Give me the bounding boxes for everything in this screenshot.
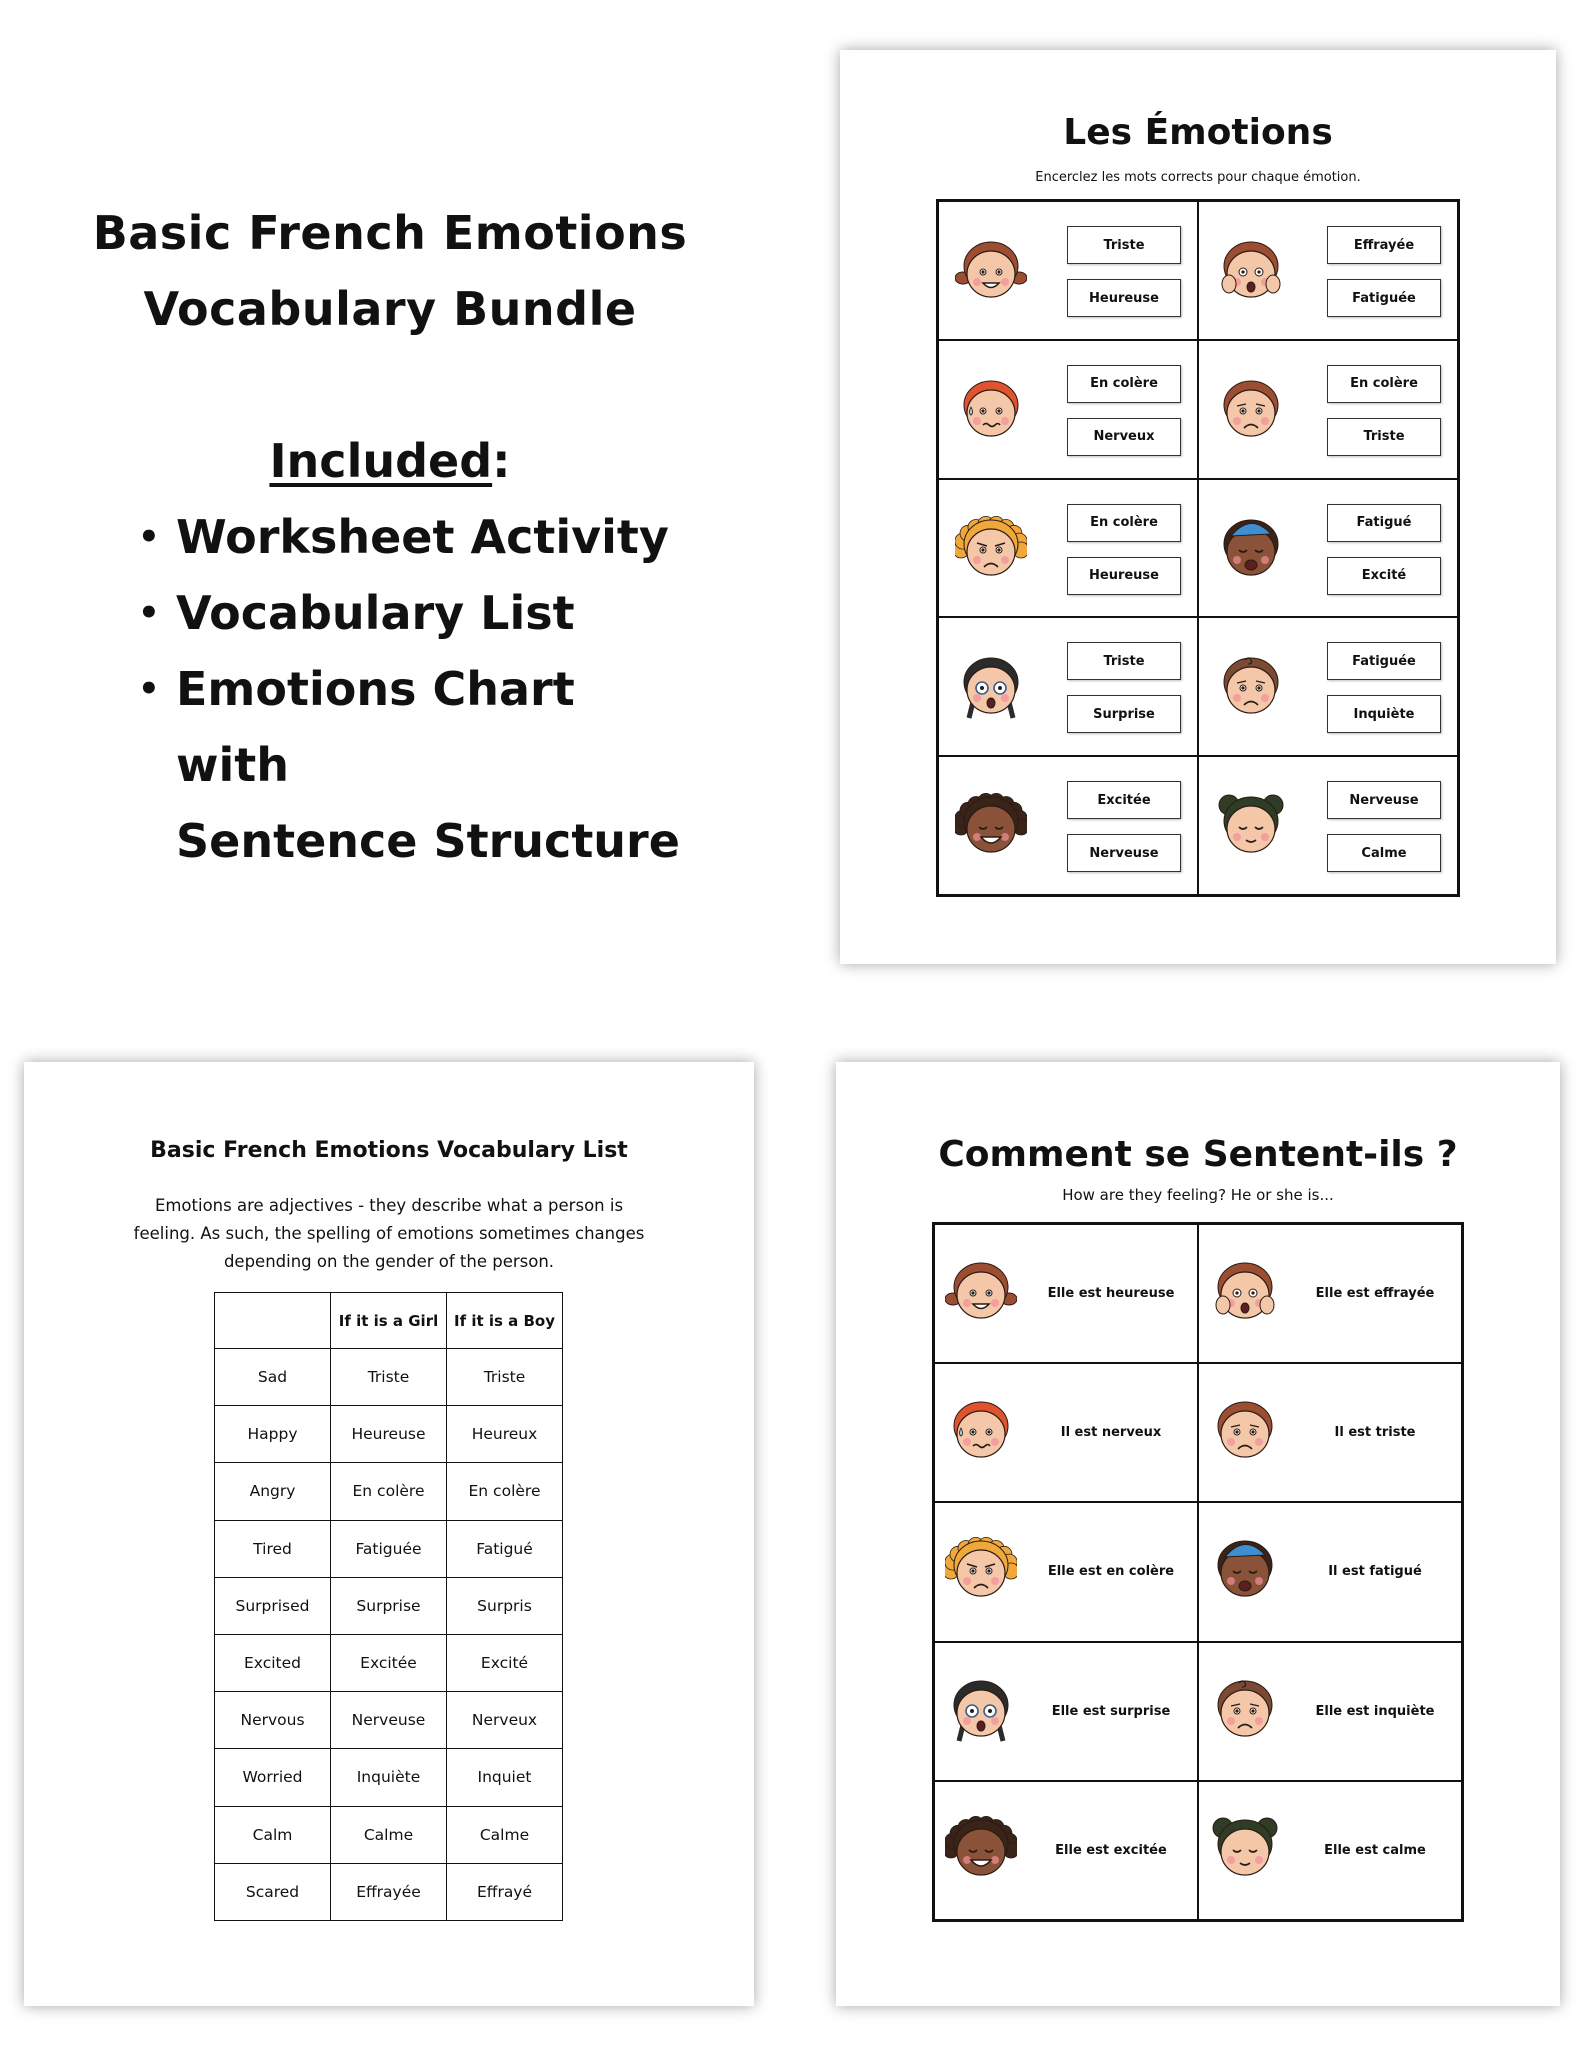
girl-form-cell: Inquiète	[331, 1749, 447, 1806]
english-cell: Nervous	[215, 1692, 331, 1749]
worksheet-cell	[1198, 201, 1458, 340]
excited-girl-face-icon	[945, 1812, 1017, 1884]
worried-girl-face-icon	[1209, 1673, 1281, 1745]
excited-girl-face-icon	[955, 789, 1027, 861]
sentence-text: Elle est surprise	[1051, 1703, 1171, 1719]
table-row	[215, 1520, 563, 1577]
included-item: • Emotions Chart with	[138, 651, 700, 803]
worksheet-cell	[938, 201, 1198, 340]
sentence-text: Elle est excitée	[1055, 1842, 1167, 1858]
sentence-grid	[932, 1222, 1464, 1922]
english-cell: Sad	[215, 1349, 331, 1406]
angry-girl-face-icon	[945, 1533, 1017, 1605]
sentence-cell	[1198, 1224, 1462, 1363]
sentence-text: Elle est calme	[1324, 1842, 1426, 1858]
sentence-cell	[1198, 1502, 1462, 1641]
sentence-cell	[934, 1642, 1198, 1781]
vocabulary-description: Emotions are adjectives - they describe what a person is feeling. As such, the spelling of emotions sometimes changes depending on the gender of the person.	[133, 1196, 645, 1271]
boy-form-cell: Fatigué	[447, 1520, 563, 1577]
chart-subtitle: How are they feeling? He or she is...	[1062, 1186, 1334, 1204]
smiling-girl-face-icon	[955, 234, 1027, 306]
boy-form-cell: Nerveux	[447, 1692, 563, 1749]
sentence-cell	[934, 1781, 1198, 1920]
answer-option[interactable]: Fatigué	[1327, 504, 1441, 542]
girl-form-cell: Heureuse	[331, 1406, 447, 1463]
boy-form-cell: Excité	[447, 1634, 563, 1691]
table-row	[215, 1406, 563, 1463]
answer-option[interactable]: Surprise	[1067, 695, 1181, 733]
answer-option[interactable]: Nerveux	[1067, 418, 1181, 456]
column-header: If it is a Boy	[447, 1293, 563, 1349]
worksheet-cell	[1198, 756, 1458, 895]
worksheet-cell	[938, 756, 1198, 895]
answer-option[interactable]: Triste	[1067, 642, 1181, 680]
table-header-row	[215, 1293, 563, 1349]
scared-girl-face-icon	[1215, 234, 1287, 306]
table-row	[215, 1749, 563, 1806]
emotions-chart-page	[836, 1062, 1560, 2006]
answer-option[interactable]: Heureuse	[1067, 279, 1181, 317]
sentence-text: Il est triste	[1334, 1425, 1416, 1441]
table-row	[215, 1634, 563, 1691]
calm-girl-face-icon	[1215, 789, 1287, 861]
included-colon: :	[492, 434, 511, 488]
included-heading	[80, 423, 700, 499]
answer-option[interactable]: Heureuse	[1067, 557, 1181, 595]
sentence-cell	[934, 1502, 1198, 1641]
angry-girl-face-icon	[955, 512, 1027, 584]
english-cell: Happy	[215, 1406, 331, 1463]
worksheet-cell	[938, 340, 1198, 479]
girl-form-cell: Calme	[331, 1806, 447, 1863]
answer-option[interactable]: Nerveuse	[1067, 834, 1181, 872]
english-cell: Worried	[215, 1749, 331, 1806]
vocabulary-title: Basic French Emotions Vocabulary List	[150, 1138, 628, 1163]
answer-option[interactable]: Excitée	[1067, 781, 1181, 819]
bundle-title-line-1: Basic French Emotions	[92, 206, 688, 260]
boy-form-cell: Inquiet	[447, 1749, 563, 1806]
english-cell: Angry	[215, 1463, 331, 1520]
nervous-boy-face-icon	[955, 373, 1027, 445]
answer-option[interactable]: Excité	[1327, 557, 1441, 595]
included-list	[138, 499, 700, 803]
sentence-text: Il est nerveux	[1060, 1425, 1162, 1441]
included-label: Included	[269, 434, 493, 488]
answer-option[interactable]: Fatiguée	[1327, 279, 1441, 317]
sentence-text: Il est fatigué	[1328, 1564, 1422, 1580]
worksheet-subtitle: Encerclez les mots corrects pour chaque émotion.	[1035, 170, 1361, 185]
boy-form-cell: Heureux	[447, 1406, 563, 1463]
table-row	[215, 1463, 563, 1520]
worksheet-page	[840, 50, 1556, 964]
girl-form-cell: Triste	[331, 1349, 447, 1406]
vocabulary-page	[24, 1062, 754, 2006]
girl-form-cell: Surprise	[331, 1577, 447, 1634]
smiling-girl-face-icon	[945, 1255, 1017, 1327]
included-item: • Vocabulary List	[138, 575, 700, 651]
boy-form-cell: Calme	[447, 1806, 563, 1863]
boy-form-cell: Surpris	[447, 1577, 563, 1634]
sad-boy-face-icon	[1209, 1394, 1281, 1466]
answer-option[interactable]: Nerveuse	[1327, 781, 1441, 819]
worried-girl-face-icon	[1215, 650, 1287, 722]
sentence-cell	[1198, 1363, 1462, 1502]
sentence-cell	[934, 1224, 1198, 1363]
girl-form-cell: En colère	[331, 1463, 447, 1520]
sentence-text: Elle est heureuse	[1047, 1286, 1175, 1302]
table-row	[215, 1349, 563, 1406]
sentence-text: Elle est effrayée	[1315, 1286, 1435, 1302]
answer-option[interactable]: Calme	[1327, 834, 1441, 872]
girl-form-cell: Effrayée	[331, 1863, 447, 1920]
table-row	[215, 1863, 563, 1920]
surprised-girl-face-icon	[945, 1673, 1017, 1745]
answer-option[interactable]: Triste	[1327, 418, 1441, 456]
answer-option[interactable]: Fatiguée	[1327, 642, 1441, 680]
english-cell: Surprised	[215, 1577, 331, 1634]
english-cell: Calm	[215, 1806, 331, 1863]
tired-boy-face-icon	[1209, 1533, 1281, 1605]
sentence-cell	[1198, 1642, 1462, 1781]
worksheet-cell	[938, 479, 1198, 618]
answer-option[interactable]: En colère	[1067, 365, 1181, 403]
sentence-text: Elle est en colère	[1047, 1564, 1175, 1580]
table-row	[215, 1692, 563, 1749]
calm-girl-face-icon	[1209, 1812, 1281, 1884]
sad-boy-face-icon	[1215, 373, 1287, 445]
included-item: • Worksheet Activity	[138, 499, 700, 575]
worksheet-cell	[1198, 340, 1458, 479]
boy-form-cell: En colère	[447, 1463, 563, 1520]
sentence-text: Elle est inquiète	[1315, 1703, 1435, 1719]
column-header: If it is a Girl	[331, 1293, 447, 1349]
vocabulary-table	[214, 1292, 563, 1921]
answer-option[interactable]: Triste	[1067, 226, 1181, 264]
english-cell: Excited	[215, 1634, 331, 1691]
surprised-girl-face-icon	[955, 650, 1027, 722]
girl-form-cell: Nerveuse	[331, 1692, 447, 1749]
tired-boy-face-icon	[1215, 512, 1287, 584]
nervous-boy-face-icon	[945, 1394, 1017, 1466]
chart-title: Comment se Sentent-ils ?	[938, 1134, 1458, 1175]
included-item-continuation: Sentence Structure	[176, 814, 680, 868]
english-cell: Tired	[215, 1520, 331, 1577]
sentence-cell	[934, 1363, 1198, 1502]
worksheet-cell	[1198, 479, 1458, 618]
girl-form-cell: Excitée	[331, 1634, 447, 1691]
answer-option[interactable]: Effrayée	[1327, 226, 1441, 264]
boy-form-cell: Triste	[447, 1349, 563, 1406]
worksheet-grid	[936, 199, 1460, 897]
worksheet-cell	[938, 617, 1198, 756]
sentence-cell	[1198, 1781, 1462, 1920]
boy-form-cell: Effrayé	[447, 1863, 563, 1920]
english-cell: Scared	[215, 1863, 331, 1920]
worksheet-title: Les Émotions	[1063, 112, 1333, 153]
scared-girl-face-icon	[1209, 1255, 1281, 1327]
bundle-intro	[80, 195, 700, 879]
table-row	[215, 1577, 563, 1634]
bundle-title-line-2: Vocabulary Bundle	[143, 282, 637, 336]
column-header	[215, 1293, 331, 1349]
answer-option[interactable]: En colère	[1327, 365, 1441, 403]
answer-option[interactable]: Inquiète	[1327, 695, 1441, 733]
girl-form-cell: Fatiguée	[331, 1520, 447, 1577]
worksheet-cell	[1198, 617, 1458, 756]
answer-option[interactable]: En colère	[1067, 504, 1181, 542]
table-row	[215, 1806, 563, 1863]
